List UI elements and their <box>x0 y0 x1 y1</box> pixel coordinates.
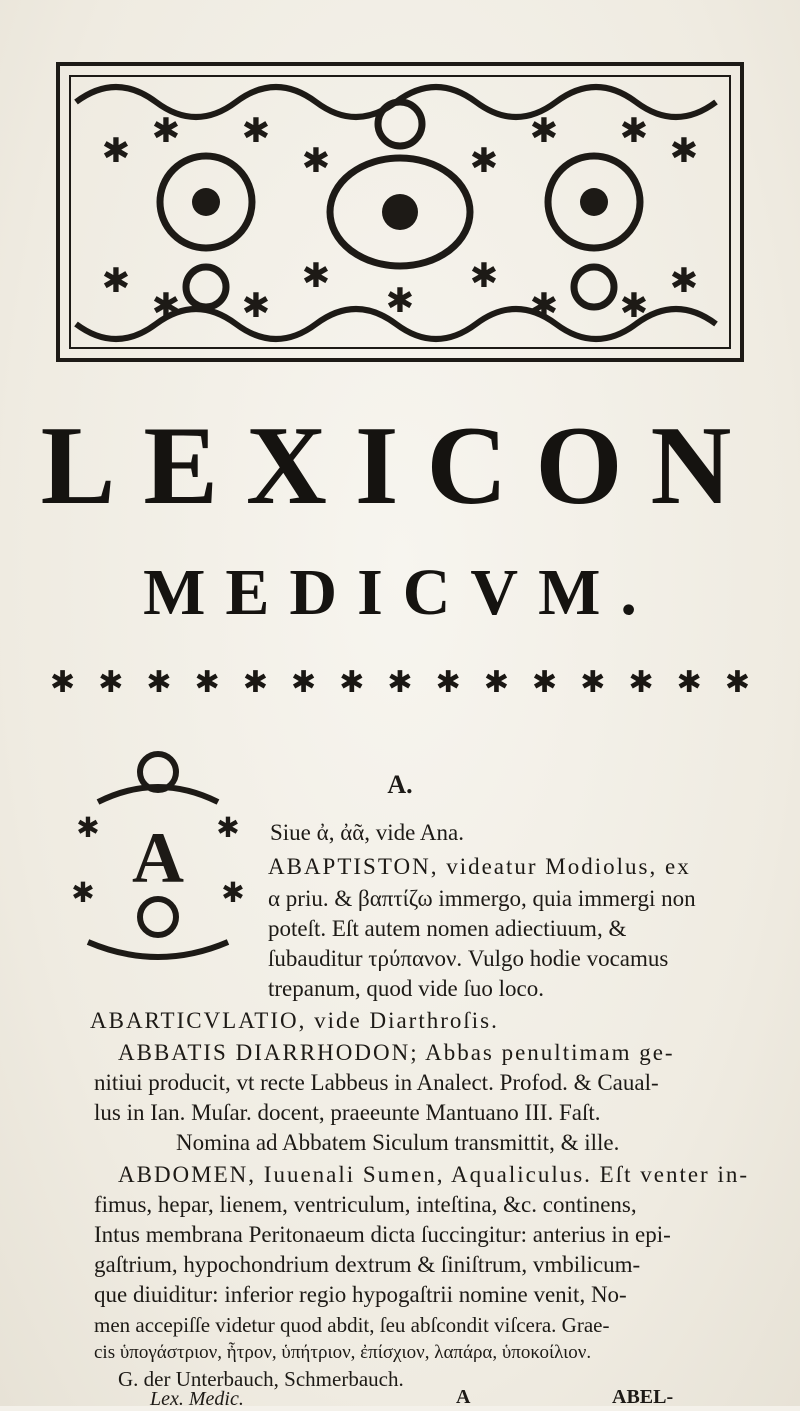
footer-catchword: ABEL- <box>612 1386 674 1408</box>
headpiece-ornament-icon <box>56 62 744 362</box>
star-ornament-icon: ✱ <box>676 665 702 700</box>
svg-text:✱: ✱ <box>301 141 331 181</box>
decorated-initial <box>58 742 258 972</box>
svg-text:✱: ✱ <box>71 876 95 909</box>
entry-abbatis-line-4: Nomina ad Abbatem Siculum transmittit, & ille. <box>176 1130 620 1155</box>
svg-text:✱: ✱ <box>669 131 699 171</box>
star-ornament-icon: ✱ <box>483 665 509 700</box>
footer-signature: A <box>456 1386 471 1408</box>
entry-abbatis-line-2: nitiui producit, vt recte Labbeus in Analect. Profod. & Caual- <box>94 1070 659 1095</box>
svg-text:✱: ✱ <box>385 281 415 321</box>
svg-text:✱: ✱ <box>151 111 181 151</box>
star-ornament-icon: ✱ <box>628 665 654 700</box>
star-ornament-icon: ✱ <box>194 665 220 700</box>
star-ornament-icon: ✱ <box>98 665 124 700</box>
entry-abdomen-line-8: G. der Unterbauch, Schmerbauch. <box>118 1367 404 1391</box>
svg-text:✱: ✱ <box>151 286 181 326</box>
star-ornament-icon: ✱ <box>435 665 461 700</box>
entry-abdomen-line-6: men accepiſſe videtur quod abdit, ſeu abſcondit viſcera. Grae- <box>94 1313 610 1337</box>
star-ornament-icon: ✱ <box>387 665 413 700</box>
svg-text:✱: ✱ <box>529 286 559 326</box>
title-medicum: MEDICVM. <box>143 556 657 629</box>
svg-text:✱: ✱ <box>101 131 131 171</box>
svg-text:✱: ✱ <box>301 256 331 296</box>
entry-a-line-5: ſubauditur τρύπανον. Vulgo hodie vocamus <box>268 946 669 971</box>
initial-ornament-icon <box>58 742 258 972</box>
star-ornament-icon: ✱ <box>724 665 750 700</box>
entry-abarticulatio: ABARTICVLATIO, vide Diarthroſis. <box>90 1008 499 1033</box>
star-ornament-icon: ✱ <box>580 665 606 700</box>
entry-abdomen-line-3: Intus membrana Peritonaeum dicta ſuccingitur: anterius in epi- <box>94 1222 671 1247</box>
svg-text:✱: ✱ <box>241 286 271 326</box>
section-letter: A. <box>387 770 413 799</box>
svg-text:✱: ✱ <box>221 876 245 909</box>
svg-text:✱: ✱ <box>469 141 499 181</box>
entry-abbatis-line-1: ABBATIS DIARRHODON; Abbas penultimam ge- <box>118 1040 675 1065</box>
ornamental-headpiece <box>56 62 744 362</box>
entry-a-line-4: poteſt. Eſt autem nomen adiectiuum, & <box>268 916 627 941</box>
svg-text:✱: ✱ <box>529 111 559 151</box>
svg-text:✱: ✱ <box>76 811 100 844</box>
star-ornament-icon: ✱ <box>291 665 317 700</box>
star-ornament-icon: ✱ <box>50 665 76 700</box>
svg-text:✱: ✱ <box>101 261 131 301</box>
star-divider-row <box>50 665 750 700</box>
star-ornament-icon: ✱ <box>339 665 365 700</box>
svg-text:✱: ✱ <box>619 111 649 151</box>
svg-text:✱: ✱ <box>469 256 499 296</box>
entry-abdomen-line-2: fimus, hepar, lienem, ventriculum, inteſtina, &c. continens, <box>94 1192 637 1217</box>
title-lexicon: LEXICON <box>40 404 760 528</box>
svg-text:✱: ✱ <box>619 286 649 326</box>
star-ornament-icon: ✱ <box>146 665 172 700</box>
footer-running-title: Lex. Medic. <box>150 1388 244 1410</box>
entry-abdomen-line-4: gaſtrium, hypochondrium dextrum & ſiniſtrum, vmbilicum- <box>94 1252 641 1277</box>
svg-text:✱: ✱ <box>669 261 699 301</box>
entry-a-line-3: α priu. & βαπτίζω immergo, quia immergi non <box>268 886 696 911</box>
entry-abdomen-line-1: ABDOMEN, Iuuenali Sumen, Aqualiculus. Eſt venter in- <box>118 1162 750 1187</box>
svg-text:✱: ✱ <box>241 111 271 151</box>
star-ornament-icon: ✱ <box>532 665 558 700</box>
star-ornament-icon: ✱ <box>242 665 268 700</box>
entry-a-line-6: trepanum, quod vide ſuo loco. <box>268 976 544 1001</box>
initial-letter: A <box>132 818 184 898</box>
entry-a-line-1: Siue ἀ, ἀᾶ, vide Ana. <box>270 820 464 845</box>
entry-a-line-2: ABAPTISTON, videatur Modiolus, ex <box>268 854 691 879</box>
entry-abdomen-line-5: que diuiditur: inferior regio hypogaſtrii nomine venit, No- <box>94 1282 627 1307</box>
entry-abdomen-line-7: cis ὑπογάστριον, ἦτρον, ὑπήτριον, ἐπίσχιον, λαπάρα, ὑποκοίλιον. <box>94 1342 592 1363</box>
entry-abbatis-line-3: lus in Ian. Muſar. docent, praeeunte Mantuano III. Faſt. <box>94 1100 601 1125</box>
svg-text:✱: ✱ <box>216 811 240 844</box>
